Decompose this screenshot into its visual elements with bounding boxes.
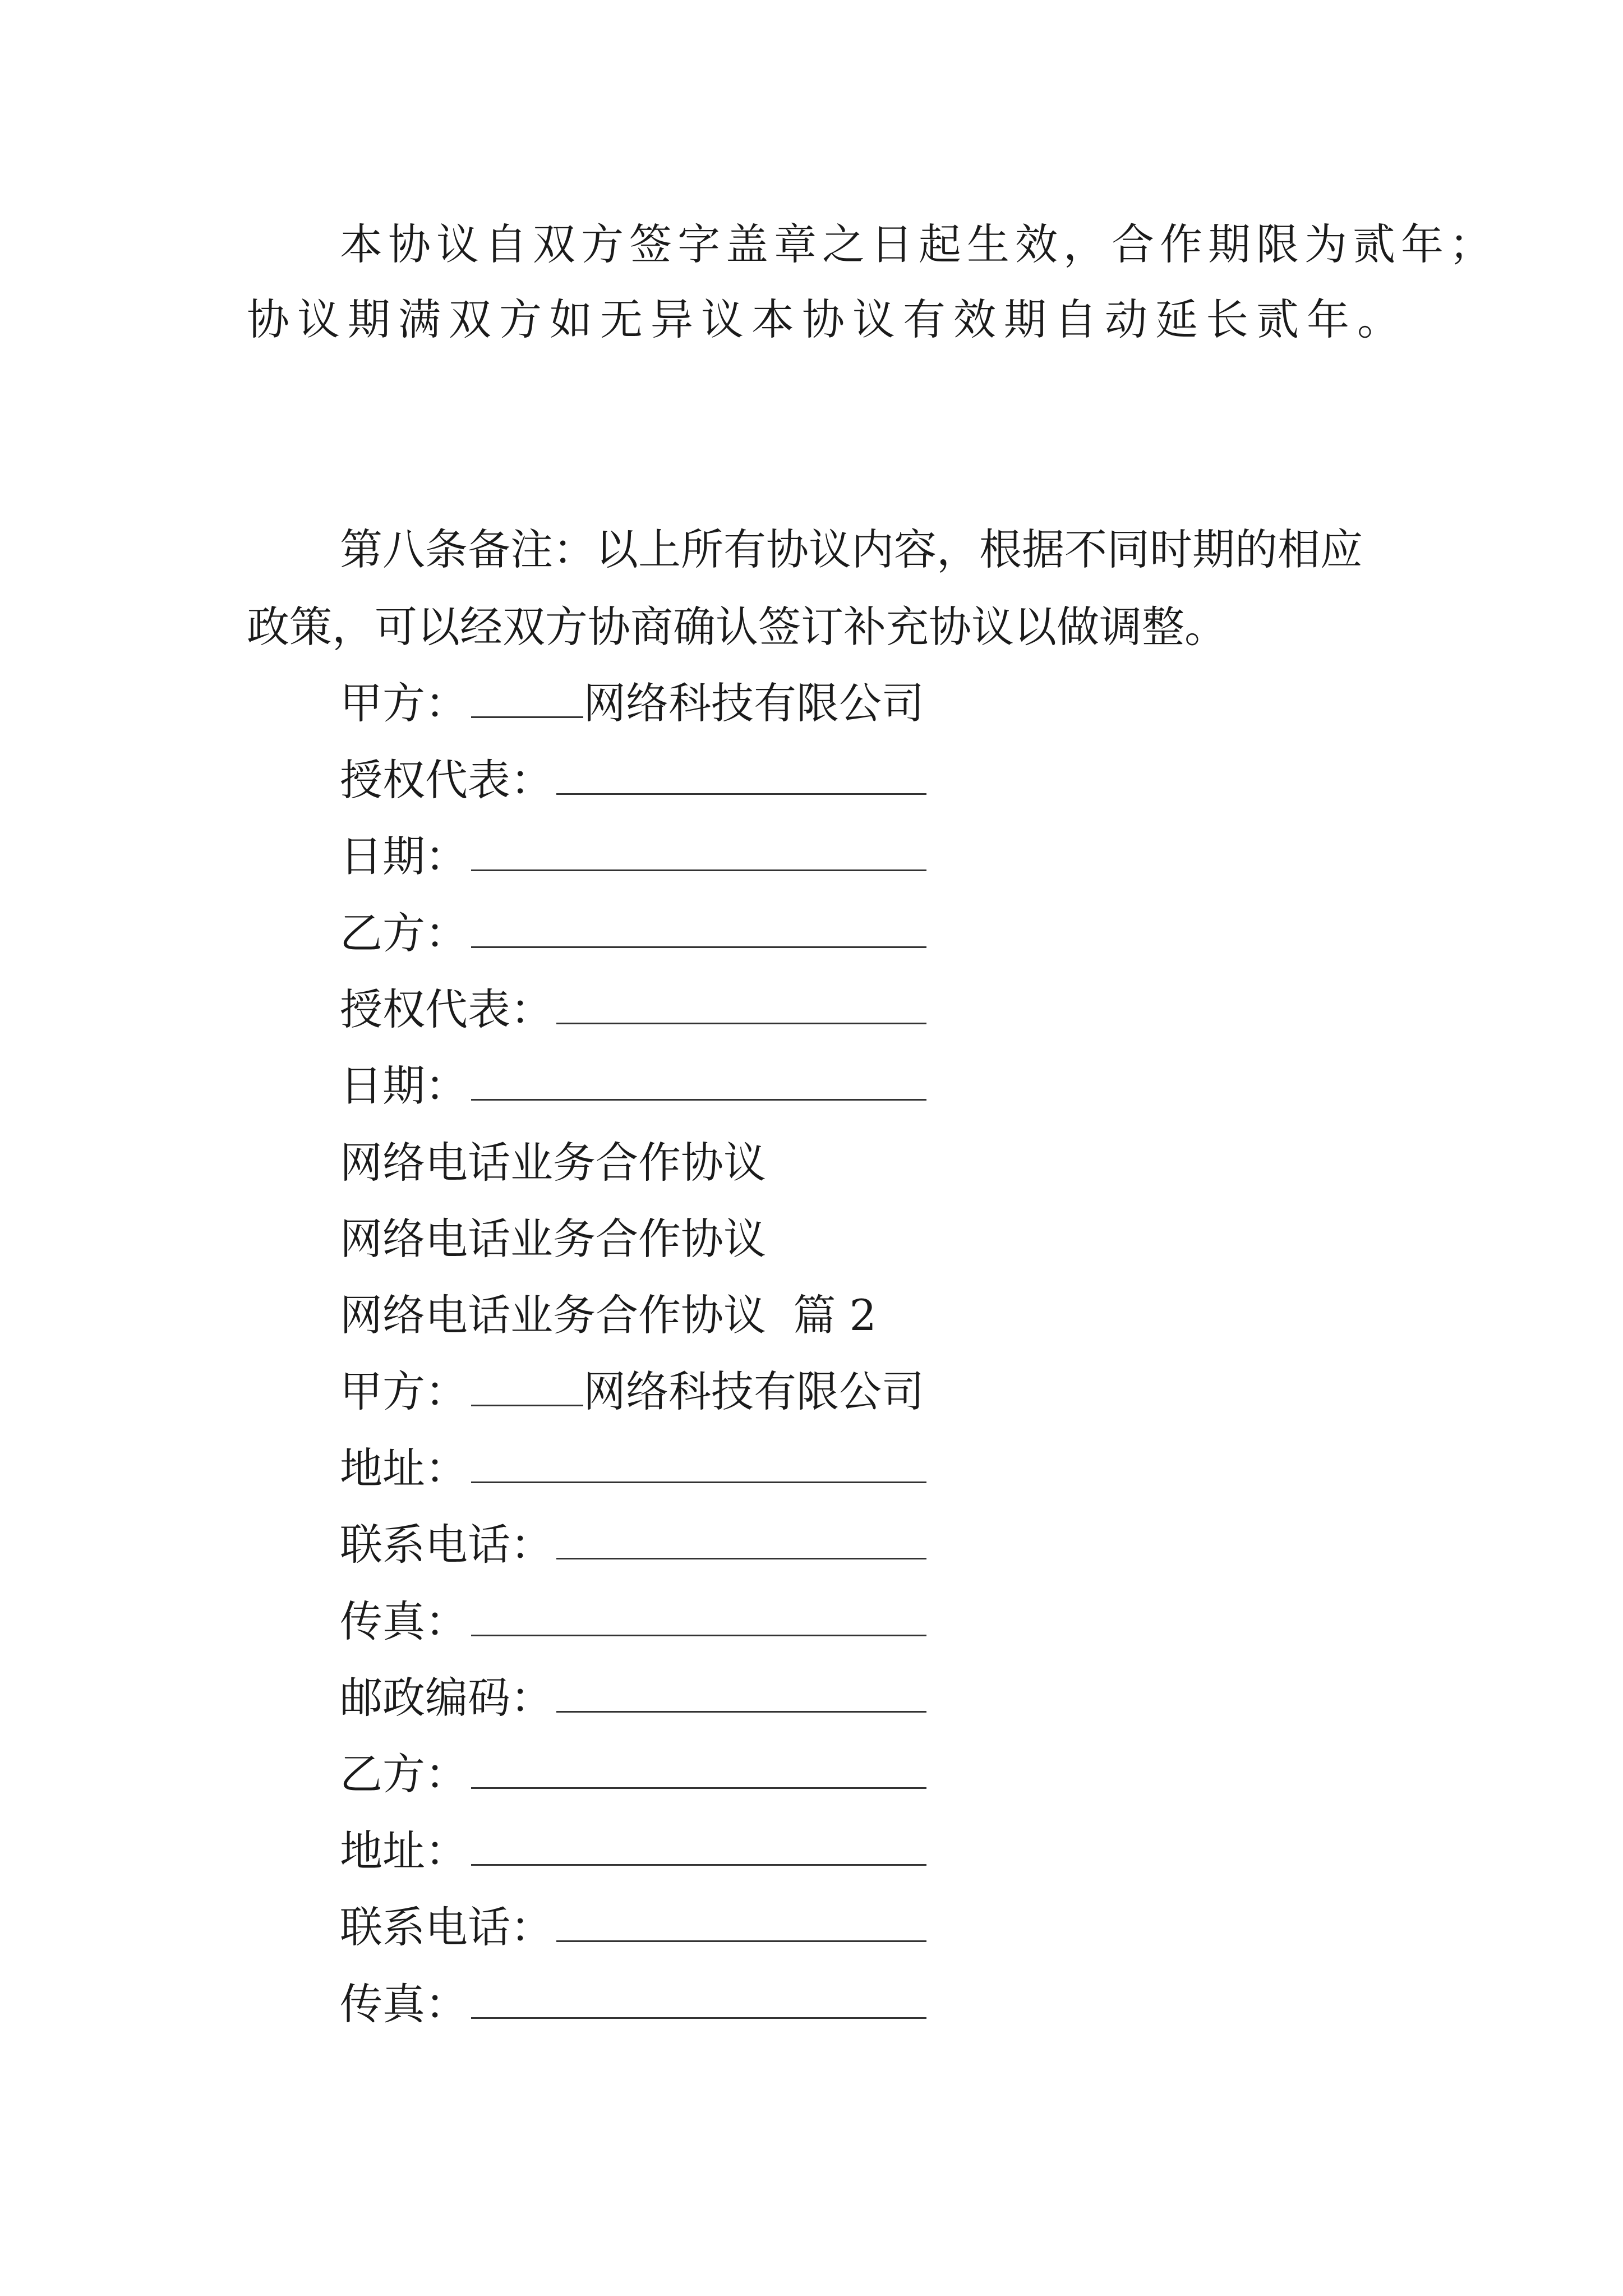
contract-2-b-address-label: 地址： <box>340 1826 468 1876</box>
contract-2-a-postcode-label: 邮政编码： <box>340 1673 553 1723</box>
contract-2-a-phone-line <box>340 1507 926 1583</box>
party-b-date-label: 日期： <box>340 1061 468 1111</box>
contract-2-party-a-name-blank <box>471 1393 583 1406</box>
contract-2-b-phone-label: 联系电话： <box>340 1902 553 1952</box>
article-8-paragraph-line-2: 政策，可以经双方协商确认签订补充协议以做调整。 <box>247 602 1227 652</box>
contract-2-party-a-label: 甲方： <box>340 1366 468 1416</box>
contract-2-party-b-line <box>340 1736 926 1812</box>
contract-2-b-address-line <box>340 1813 926 1889</box>
contract-2-a-fax-blank <box>471 1623 926 1636</box>
contract-2-b-fax-line <box>340 1966 926 2042</box>
party-a-date-line <box>340 818 926 895</box>
party-b-name-blank <box>471 935 926 948</box>
party-a-label: 甲方： <box>340 678 468 728</box>
party-a-representative-line <box>340 742 926 818</box>
contract-2-a-postcode-line <box>340 1660 926 1736</box>
agreement-title-2: 网络电话业务合作协议 <box>340 1214 766 1264</box>
party-b-label: 乙方： <box>340 908 468 958</box>
contract-2-a-address-label: 地址： <box>340 1443 468 1493</box>
agreement-title-1: 网络电话业务合作协议 <box>340 1138 766 1188</box>
party-a-name-blank <box>471 705 583 718</box>
party-a-date-blank <box>471 858 926 871</box>
contract-2-b-address-blank <box>471 1853 926 1866</box>
party-b-line <box>340 895 926 972</box>
validity-paragraph-line-2: 协议期满双方如无异议本协议有效期自动延长贰年。 <box>247 295 1408 344</box>
contract-2-party-b-label: 乙方： <box>340 1749 468 1799</box>
contract-2-b-fax-label: 传真： <box>340 1979 468 2029</box>
validity-paragraph-line-1: 本协议自双方签字盖章之日起生效，合作期限为贰年； <box>340 219 1497 269</box>
contract-2-a-fax-label: 传真： <box>340 1596 468 1646</box>
party-a-date-label: 日期： <box>340 831 468 881</box>
contract-2-a-address-blank <box>471 1470 926 1483</box>
party-b-representative-line <box>340 972 926 1048</box>
contract-2-a-postcode-blank <box>556 1700 926 1713</box>
party-b-date-blank <box>471 1088 926 1101</box>
party-a-representative-label: 授权代表： <box>340 755 553 805</box>
contract-2-party-a-company: 网络科技有限公司 <box>583 1366 924 1416</box>
contract-2-b-phone-blank <box>556 1929 926 1942</box>
party-a-company: 网络科技有限公司 <box>583 678 924 728</box>
party-b-representative-blank <box>556 1011 926 1024</box>
contract-2-a-fax-line <box>340 1584 926 1660</box>
party-b-representative-label: 授权代表： <box>340 984 553 1034</box>
party-a-line <box>340 665 924 742</box>
contract-2-b-fax-blank <box>471 2006 926 2019</box>
contract-2-a-phone-blank <box>556 1547 926 1559</box>
party-a-representative-blank <box>556 782 926 795</box>
contract-2-party-b-blank <box>471 1776 926 1789</box>
contract-2-a-phone-label: 联系电话： <box>340 1520 553 1570</box>
contract-2-b-phone-line <box>340 1889 926 1966</box>
article-8-paragraph-line-1: 第八条备注：以上所有协议内容，根据不同时期的相应 <box>340 524 1363 574</box>
contract-2-a-address-line <box>340 1430 926 1507</box>
contract-2-party-a-line <box>340 1354 924 1430</box>
party-b-date-line <box>340 1048 926 1124</box>
agreement-title-part-2: 网络电话业务合作协议 篇 2 <box>340 1290 877 1340</box>
